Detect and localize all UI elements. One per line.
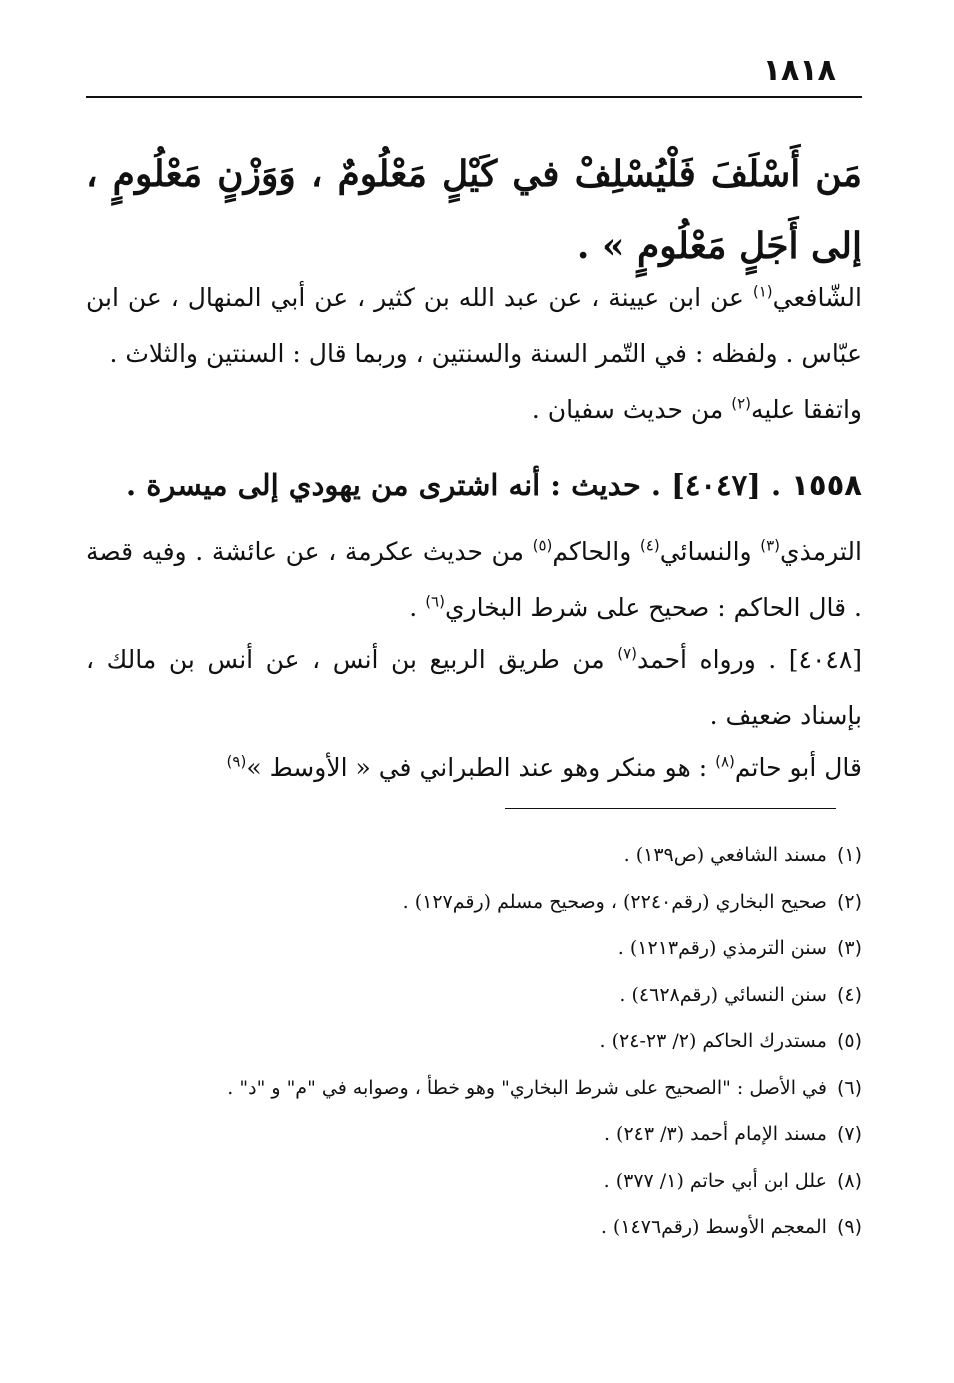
text-segment: : هو منكر وهو عند الطبراني في « الأوسط »: [246, 753, 716, 782]
takhrij-paragraph-1: [86, 270, 862, 438]
takhrij-paragraph-3: [86, 632, 862, 744]
text-segment: والنسائي: [659, 537, 761, 566]
footnote-marker: (٥): [836, 1030, 862, 1052]
footnote-marker: (٨): [836, 1169, 862, 1192]
text-segment: والحاكم: [552, 537, 640, 566]
footnote-text: مستدرك الحاكم (٢/ ٢٣-٢٤) .: [599, 1030, 827, 1052]
footnote-ref-2[interactable]: (٢): [731, 394, 752, 413]
text-segment: من حديث سفيان .: [531, 395, 732, 424]
footnote-marker: (٣): [836, 937, 862, 959]
text-segment: من طريق الربيع بن أنس ، عن أنس بن مالك ، بإسناد ضعيف .: [86, 645, 862, 730]
footnote-marker: (٤): [836, 983, 862, 1006]
footnote-marker: (٦): [836, 1076, 862, 1099]
hadith-heading: [86, 460, 862, 510]
footnote-ref-4[interactable]: (٤): [639, 536, 660, 555]
footnote-text: المعجم الأوسط (رقم١٤٧٦) .: [600, 1216, 827, 1238]
hadith-text: مَن أَسْلَفَ فَلْيُسْلِفْ في كَيْلٍ مَعْلُومٌ ، وَوَزْنٍ مَعْلُومٍ ، إلى أَجَلٍ مَعْلُومٍ » .: [86, 153, 862, 267]
footnote-item: [82, 925, 862, 972]
footnote-ref-8[interactable]: (٨): [715, 752, 735, 771]
text-segment: من حديث عكرمة ، عن عائشة . وفيه قصة . قال الحاكم : صحيح على شرط البخاري: [86, 537, 862, 622]
footnote-marker: (٢): [836, 890, 862, 913]
footnote-text: سنن النسائي (رقم٤٦٢٨) .: [619, 983, 827, 1006]
text-segment: قال أبو حاتم: [734, 753, 862, 782]
footnote-marker: (٧): [836, 1123, 862, 1145]
footnote-text: سنن الترمذي (رقم١٢١٣) .: [617, 937, 827, 959]
footnote-item: [82, 1111, 862, 1158]
footnote-ref-5[interactable]: (٥): [532, 536, 553, 555]
footnote-marker: (٩): [836, 1216, 862, 1238]
footnote-text: علل ابن أبي حاتم (١/ ٣٧٧) .: [603, 1169, 827, 1192]
takhrij-paragraph-2: [86, 524, 862, 636]
text-segment: الترمذي: [780, 537, 862, 566]
text-segment: [٤٠٤٨] . ورواه أحمد: [637, 645, 863, 674]
footnote-item: [82, 832, 862, 879]
footnote-text: صحيح البخاري (رقم٢٢٤٠) ، وصحيح مسلم (رقم١٢٧) .: [402, 890, 827, 913]
footnote-ref-6[interactable]: (٦): [425, 592, 445, 611]
footnote-separator: [505, 808, 836, 809]
footnote-ref-9[interactable]: (٩): [226, 752, 247, 771]
takhrij-paragraph-4: [86, 740, 862, 796]
footnote-marker: (١): [836, 844, 862, 866]
text-segment: واتفقا عليه: [751, 395, 862, 424]
footnote-text: مسند الإمام أحمد (٣/ ٢٤٣) .: [603, 1123, 827, 1145]
footnote-text: مسند الشافعي (ص١٣٩) .: [623, 844, 827, 866]
hadith-ref: . [٤٠٤٧]: [671, 468, 782, 502]
footnotes-list: [82, 832, 862, 1251]
text-segment: الشّافعي: [772, 283, 862, 312]
header-rule: [86, 96, 862, 98]
footnote-item: [82, 1158, 862, 1205]
footnote-ref-3[interactable]: (٣): [760, 536, 781, 555]
footnote-ref-1[interactable]: (١): [752, 282, 773, 301]
footnote-text: في الأصل : "الصحيح على شرط البخاري" وهو خطأ ، وصوابه في "م" و "د" .: [227, 1076, 827, 1099]
footnote-ref-7[interactable]: (٧): [617, 644, 637, 663]
text-segment: عن ابن عيينة ، عن عبد الله بن كثير ، عن أبي المنهال ، عن ابن عبّاس . ولفظه : في التّمر السنة والسنتين ، وربما قال : السنتين والثلاث .: [86, 283, 862, 368]
footnote-item: [82, 879, 862, 926]
footnote-item: [82, 1204, 862, 1251]
footnote-item: [82, 1065, 862, 1112]
hadith-number: ١٥٥٨: [791, 468, 862, 502]
footnote-item: [82, 1018, 862, 1065]
page-number: ١٨١٨: [762, 53, 836, 88]
footnote-item: [82, 972, 862, 1019]
text-segment: .: [409, 593, 426, 622]
hadith-label: . حديث : أنه اشترى من يهودي إلى ميسرة .: [126, 468, 661, 502]
